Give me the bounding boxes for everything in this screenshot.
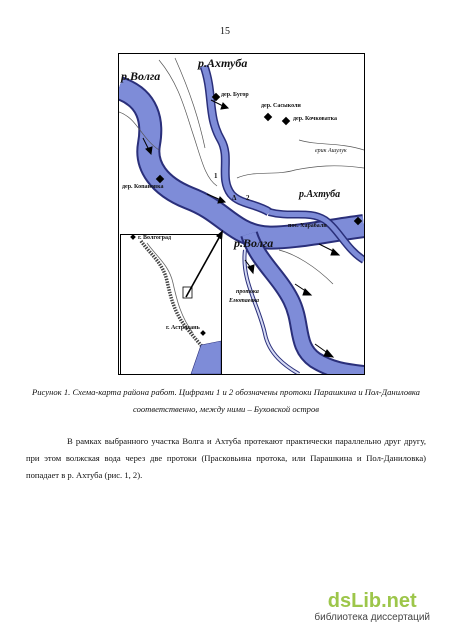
label-channel-1: 1 xyxy=(214,172,218,180)
figure-caption: Рисунок 1. Схема-карта района работ. Цифрами 1 и 2 обозначены протоки Парашкина и Пол-Даниловка соответственно, между ними – Буховской остров xyxy=(32,387,420,414)
body-paragraph: В рамках выбранного участка Волга и Ахтуба протекают практически параллельно друг другу, при этом волжская вода через две протоки (Прасковьина протока, или Парашкина и Пол-Даниловка) попадает в р. Ахтуба (рис. 1, 2). xyxy=(26,436,426,480)
label-kopanovka: дер. Копановка xyxy=(122,184,164,190)
inset-map-drawing xyxy=(121,235,221,374)
astrakhan-marker xyxy=(200,330,206,336)
label-volga-mid: р.Волга xyxy=(234,236,274,250)
label-akhtuba-mid: р.Ахтуба xyxy=(299,189,341,200)
inset-area-box xyxy=(183,287,192,298)
inset-map xyxy=(120,234,222,375)
label-akhtuba-top: р.Ахтуба xyxy=(198,56,248,70)
page-number: 15 xyxy=(220,26,230,37)
label-channel-2: 2 xyxy=(246,194,250,202)
label-volgograd: г. Волгоград xyxy=(138,235,172,241)
label-protoka: протока xyxy=(236,289,259,295)
label-sasykoli: дер. Сасыколи xyxy=(261,103,301,109)
volgograd-marker xyxy=(130,235,136,240)
akhtuba-river-upper xyxy=(204,66,269,212)
watermark xyxy=(314,591,430,625)
label-kharabali: пос. Харабали xyxy=(288,223,327,229)
label-bugor: дер. Бугор xyxy=(221,92,249,98)
label-kochkovatka: дер. Кочковатка xyxy=(293,116,337,122)
label-erik-ashuluk: ерик Ашулук xyxy=(315,148,347,154)
label-emotaevka: Емотаевка xyxy=(229,298,260,304)
label-astrakhan: г. Астрахань xyxy=(166,325,200,331)
label-volga-top: р.Волга xyxy=(121,69,161,83)
label-delta: Δ xyxy=(232,194,237,202)
watermark-logo: dsLib.net xyxy=(327,590,417,612)
watermark-subtitle: библиотека диссертаций xyxy=(314,612,430,623)
